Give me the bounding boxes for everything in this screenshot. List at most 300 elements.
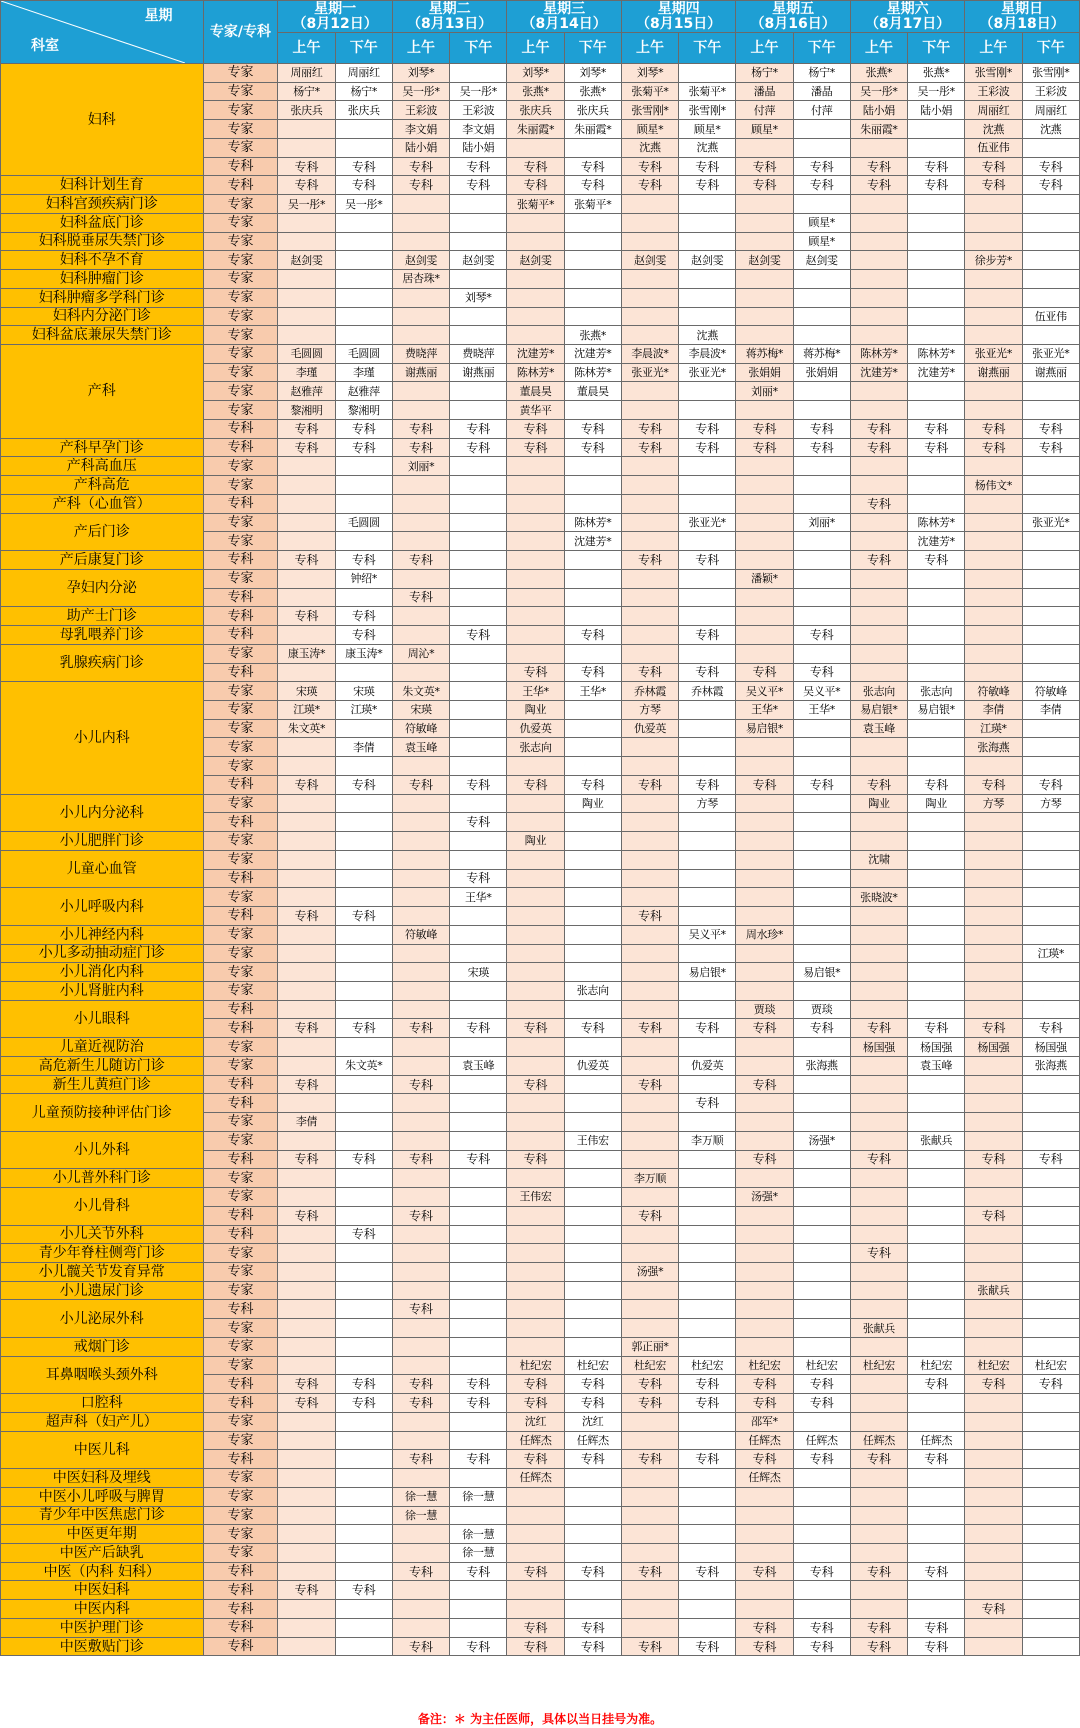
schedule-cell: 专科 bbox=[1022, 775, 1079, 794]
schedule-row bbox=[1, 1131, 1080, 1150]
schedule-cell bbox=[450, 401, 507, 420]
schedule-cell: 专科 bbox=[335, 1394, 392, 1413]
department-name: 小儿普外科门诊 bbox=[1, 1169, 204, 1188]
schedule-cell bbox=[965, 757, 1022, 776]
schedule-cell: 专科 bbox=[679, 1375, 736, 1394]
schedule-cell bbox=[850, 251, 907, 270]
schedule-cell: 杜纪宏 bbox=[793, 1356, 850, 1375]
schedule-cell: 专科 bbox=[335, 157, 392, 176]
schedule-cell bbox=[965, 1094, 1022, 1113]
clinic-type: 专家 bbox=[203, 401, 278, 420]
schedule-cell bbox=[850, 138, 907, 157]
schedule-cell bbox=[793, 382, 850, 401]
schedule-cell: 陈林芳* bbox=[564, 363, 621, 382]
schedule-cell bbox=[392, 1131, 449, 1150]
schedule-cell bbox=[621, 1094, 678, 1113]
schedule-cell bbox=[1022, 1506, 1079, 1525]
department-name: 中医妇科及埋线 bbox=[1, 1469, 204, 1488]
schedule-cell: 专科 bbox=[793, 1375, 850, 1394]
department-name: 妇科内分泌门诊 bbox=[1, 307, 204, 326]
schedule-cell bbox=[392, 1244, 449, 1263]
schedule-cell bbox=[793, 1206, 850, 1225]
schedule-cell: 张海燕 bbox=[965, 738, 1022, 757]
schedule-cell: 宋瑛 bbox=[278, 682, 335, 701]
schedule-cell bbox=[392, 869, 449, 888]
schedule-row bbox=[1, 1394, 1080, 1413]
schedule-cell: 专科 bbox=[278, 1375, 335, 1394]
schedule-cell bbox=[793, 1319, 850, 1338]
schedule-cell bbox=[507, 1056, 564, 1075]
day-header-mon bbox=[278, 1, 392, 33]
schedule-cell bbox=[793, 270, 850, 289]
schedule-cell bbox=[793, 1600, 850, 1619]
clinic-type: 专科 bbox=[203, 1375, 278, 1394]
schedule-cell bbox=[679, 588, 736, 607]
schedule-cell: 专科 bbox=[1022, 157, 1079, 176]
schedule-cell: 顾星* bbox=[679, 120, 736, 139]
schedule-cell: 专科 bbox=[278, 438, 335, 457]
schedule-cell bbox=[564, 907, 621, 926]
schedule-cell bbox=[450, 682, 507, 701]
schedule-cell: 专科 bbox=[965, 1150, 1022, 1169]
schedule-cell bbox=[278, 925, 335, 944]
clinic-type: 专科 bbox=[203, 626, 278, 645]
schedule-cell bbox=[507, 869, 564, 888]
schedule-cell bbox=[793, 551, 850, 570]
schedule-cell: 专科 bbox=[793, 1394, 850, 1413]
schedule-cell: 专科 bbox=[621, 438, 678, 457]
schedule-cell: 专科 bbox=[335, 1581, 392, 1600]
schedule-cell bbox=[450, 738, 507, 757]
schedule-cell bbox=[621, 1113, 678, 1132]
schedule-cell bbox=[564, 869, 621, 888]
schedule-cell: 毛圆圆 bbox=[335, 513, 392, 532]
clinic-type: 专家 bbox=[203, 532, 278, 551]
schedule-cell bbox=[793, 1412, 850, 1431]
date: （8月15日） bbox=[636, 15, 722, 32]
schedule-cell bbox=[793, 1469, 850, 1488]
schedule-cell bbox=[621, 1544, 678, 1563]
schedule-cell bbox=[850, 288, 907, 307]
schedule-cell bbox=[1022, 569, 1079, 588]
clinic-type: 专家 bbox=[203, 569, 278, 588]
schedule-cell bbox=[564, 138, 621, 157]
schedule-cell: 李文娟 bbox=[450, 120, 507, 139]
schedule-cell: 专科 bbox=[850, 1450, 907, 1469]
schedule-cell bbox=[793, 1281, 850, 1300]
schedule-cell: 沈啸 bbox=[850, 850, 907, 869]
schedule-cell bbox=[392, 1618, 449, 1637]
schedule-cell bbox=[1022, 457, 1079, 476]
schedule-cell: 陆小娟 bbox=[908, 101, 965, 120]
schedule-cell: 张亚光* bbox=[1022, 345, 1079, 364]
schedule-cell bbox=[1022, 738, 1079, 757]
clinic-type: 专科 bbox=[203, 176, 278, 195]
schedule-cell bbox=[1022, 1544, 1079, 1563]
schedule-cell bbox=[850, 1394, 907, 1413]
schedule-cell bbox=[965, 1618, 1022, 1637]
schedule-cell bbox=[908, 270, 965, 289]
schedule-cell bbox=[335, 1038, 392, 1057]
schedule-cell: 专科 bbox=[850, 176, 907, 195]
clinic-type: 专科 bbox=[203, 551, 278, 570]
clinic-type: 专家 bbox=[203, 1469, 278, 1488]
schedule-cell bbox=[450, 1094, 507, 1113]
schedule-cell: 专科 bbox=[1022, 419, 1079, 438]
schedule-cell bbox=[679, 232, 736, 251]
date: （8月16日） bbox=[750, 15, 836, 32]
schedule-cell: 专科 bbox=[679, 1637, 736, 1656]
schedule-cell bbox=[679, 1469, 736, 1488]
schedule-cell: 陶业 bbox=[850, 794, 907, 813]
schedule-cell bbox=[335, 1562, 392, 1581]
clinic-type: 专家 bbox=[203, 963, 278, 982]
schedule-cell bbox=[736, 588, 793, 607]
schedule-cell: 专科 bbox=[736, 1637, 793, 1656]
clinic-type: 专科 bbox=[203, 1394, 278, 1413]
clinic-type: 专科 bbox=[203, 1150, 278, 1169]
schedule-cell bbox=[278, 1562, 335, 1581]
schedule-cell: 李晨波* bbox=[679, 345, 736, 364]
schedule-cell bbox=[908, 588, 965, 607]
clinic-type: 专家 bbox=[203, 326, 278, 345]
schedule-cell bbox=[850, 1375, 907, 1394]
schedule-cell bbox=[507, 907, 564, 926]
schedule-cell bbox=[736, 944, 793, 963]
schedule-cell bbox=[908, 832, 965, 851]
schedule-cell bbox=[736, 270, 793, 289]
schedule-cell bbox=[392, 382, 449, 401]
schedule-cell bbox=[850, 869, 907, 888]
schedule-cell bbox=[736, 794, 793, 813]
schedule-cell: 专科 bbox=[965, 419, 1022, 438]
clinic-type: 专家 bbox=[203, 700, 278, 719]
schedule-cell: 专科 bbox=[908, 1450, 965, 1469]
schedule-cell bbox=[621, 1131, 678, 1150]
schedule-cell: 蒋苏梅* bbox=[736, 345, 793, 364]
schedule-cell bbox=[392, 1525, 449, 1544]
schedule-cell bbox=[621, 1600, 678, 1619]
schedule-cell bbox=[564, 757, 621, 776]
schedule-cell bbox=[450, 1506, 507, 1525]
schedule-cell bbox=[278, 1319, 335, 1338]
schedule-row bbox=[1, 944, 1080, 963]
schedule-cell bbox=[1022, 1169, 1079, 1188]
schedule-cell bbox=[450, 1113, 507, 1132]
schedule-cell: 专科 bbox=[679, 1562, 736, 1581]
schedule-row bbox=[1, 1525, 1080, 1544]
schedule-cell bbox=[965, 644, 1022, 663]
schedule-cell bbox=[335, 1431, 392, 1450]
clinic-type: 专家 bbox=[203, 1281, 278, 1300]
schedule-cell bbox=[908, 1581, 965, 1600]
schedule-cell bbox=[450, 1225, 507, 1244]
department-name: 妇科肿瘤门诊 bbox=[1, 270, 204, 289]
schedule-cell bbox=[335, 1000, 392, 1019]
clinic-type: 专科 bbox=[203, 1206, 278, 1225]
schedule-row bbox=[1, 1000, 1080, 1019]
schedule-cell: 专科 bbox=[965, 1206, 1022, 1225]
schedule-cell bbox=[908, 307, 965, 326]
schedule-cell bbox=[793, 120, 850, 139]
schedule-cell: 赵雅萍 bbox=[278, 382, 335, 401]
schedule-cell bbox=[736, 738, 793, 757]
schedule-cell bbox=[679, 457, 736, 476]
clinic-type: 专科 bbox=[203, 1019, 278, 1038]
schedule-cell bbox=[736, 813, 793, 832]
schedule-cell bbox=[850, 1075, 907, 1094]
schedule-cell bbox=[1022, 1469, 1079, 1488]
schedule-cell bbox=[850, 963, 907, 982]
schedule-cell bbox=[1022, 644, 1079, 663]
clinic-type: 专家 bbox=[203, 1131, 278, 1150]
schedule-row bbox=[1, 832, 1080, 851]
schedule-cell bbox=[278, 794, 335, 813]
schedule-cell bbox=[1022, 232, 1079, 251]
clinic-type: 专科 bbox=[203, 1618, 278, 1637]
schedule-cell: 刘丽* bbox=[793, 513, 850, 532]
schedule-cell bbox=[1022, 532, 1079, 551]
schedule-cell bbox=[278, 569, 335, 588]
schedule-row bbox=[1, 213, 1080, 232]
schedule-cell bbox=[850, 1469, 907, 1488]
schedule-cell bbox=[278, 326, 335, 345]
schedule-cell bbox=[965, 382, 1022, 401]
schedule-row bbox=[1, 251, 1080, 270]
schedule-cell bbox=[507, 494, 564, 513]
schedule-cell bbox=[1022, 1525, 1079, 1544]
schedule-cell bbox=[392, 232, 449, 251]
schedule-row bbox=[1, 1075, 1080, 1094]
clinic-type: 专家 bbox=[203, 1244, 278, 1263]
schedule-cell bbox=[1022, 382, 1079, 401]
schedule-cell bbox=[450, 644, 507, 663]
schedule-cell bbox=[564, 1281, 621, 1300]
schedule-cell bbox=[736, 1206, 793, 1225]
schedule-cell: 汤强* bbox=[793, 1131, 850, 1150]
schedule-cell: 专科 bbox=[392, 176, 449, 195]
schedule-cell bbox=[793, 850, 850, 869]
schedule-cell bbox=[278, 626, 335, 645]
clinic-type: 专科 bbox=[203, 1094, 278, 1113]
schedule-cell: 谢燕丽 bbox=[450, 363, 507, 382]
schedule-cell: 专科 bbox=[908, 1019, 965, 1038]
schedule-cell bbox=[564, 1263, 621, 1282]
weekday: 星期一 bbox=[314, 0, 357, 17]
schedule-cell bbox=[278, 1337, 335, 1356]
schedule-cell bbox=[392, 401, 449, 420]
schedule-cell: 袁玉峰 bbox=[392, 738, 449, 757]
schedule-cell: 沈红 bbox=[507, 1412, 564, 1431]
schedule-cell bbox=[850, 213, 907, 232]
schedule-cell bbox=[679, 1544, 736, 1563]
schedule-cell: 专科 bbox=[392, 1375, 449, 1394]
schedule-cell bbox=[450, 794, 507, 813]
schedule-cell bbox=[679, 382, 736, 401]
schedule-cell: 专科 bbox=[621, 1637, 678, 1656]
schedule-cell: 方琴 bbox=[1022, 794, 1079, 813]
schedule-cell bbox=[850, 626, 907, 645]
schedule-cell: 专科 bbox=[793, 1637, 850, 1656]
schedule-cell bbox=[392, 569, 449, 588]
schedule-cell: 任辉杰 bbox=[507, 1431, 564, 1450]
period-pm: 下午 bbox=[793, 33, 850, 64]
clinic-type: 专家 bbox=[203, 232, 278, 251]
schedule-cell bbox=[736, 1506, 793, 1525]
schedule-cell bbox=[965, 551, 1022, 570]
schedule-cell bbox=[564, 457, 621, 476]
schedule-cell bbox=[564, 1300, 621, 1319]
schedule-cell: 专科 bbox=[679, 775, 736, 794]
schedule-cell bbox=[507, 1600, 564, 1619]
schedule-cell bbox=[507, 944, 564, 963]
schedule-cell bbox=[1022, 1562, 1079, 1581]
schedule-cell: 陶业 bbox=[564, 794, 621, 813]
schedule-cell: 专科 bbox=[736, 1394, 793, 1413]
schedule-cell bbox=[850, 1056, 907, 1075]
schedule-cell bbox=[908, 457, 965, 476]
schedule-cell bbox=[965, 195, 1022, 214]
schedule-cell bbox=[1022, 551, 1079, 570]
clinic-type: 专科 bbox=[203, 1562, 278, 1581]
department-name: 儿童心血管 bbox=[1, 850, 204, 887]
schedule-cell bbox=[564, 569, 621, 588]
department-name: 产后康复门诊 bbox=[1, 551, 204, 570]
schedule-cell bbox=[564, 700, 621, 719]
schedule-cell: 汤强* bbox=[621, 1263, 678, 1282]
schedule-cell bbox=[679, 494, 736, 513]
schedule-cell: 江瑛* bbox=[1022, 944, 1079, 963]
schedule-cell bbox=[679, 1337, 736, 1356]
schedule-cell bbox=[507, 1131, 564, 1150]
schedule-cell bbox=[908, 644, 965, 663]
schedule-cell: 专科 bbox=[335, 1150, 392, 1169]
schedule-cell bbox=[793, 1263, 850, 1282]
schedule-cell bbox=[793, 888, 850, 907]
schedule-cell bbox=[335, 1206, 392, 1225]
schedule-cell bbox=[679, 64, 736, 83]
clinic-type: 专家 bbox=[203, 1487, 278, 1506]
schedule-cell bbox=[965, 607, 1022, 626]
schedule-row bbox=[1, 232, 1080, 251]
schedule-cell bbox=[278, 457, 335, 476]
schedule-cell bbox=[679, 757, 736, 776]
period-am: 上午 bbox=[507, 33, 564, 64]
schedule-cell: 李文娟 bbox=[392, 120, 449, 139]
schedule-cell bbox=[965, 457, 1022, 476]
schedule-cell bbox=[450, 1188, 507, 1207]
department-name: 小儿关节外科 bbox=[1, 1225, 204, 1244]
schedule-cell bbox=[564, 1581, 621, 1600]
schedule-cell: 专科 bbox=[679, 438, 736, 457]
schedule-cell bbox=[850, 326, 907, 345]
schedule-cell bbox=[1022, 1225, 1079, 1244]
schedule-cell: 王华* bbox=[450, 888, 507, 907]
schedule-cell bbox=[278, 1450, 335, 1469]
schedule-cell bbox=[850, 1412, 907, 1431]
schedule-cell bbox=[507, 1281, 564, 1300]
schedule-cell bbox=[850, 457, 907, 476]
clinic-type: 专家 bbox=[203, 195, 278, 214]
schedule-cell bbox=[278, 944, 335, 963]
schedule-cell bbox=[1022, 607, 1079, 626]
schedule-cell bbox=[908, 1000, 965, 1019]
schedule-cell bbox=[850, 907, 907, 926]
schedule-cell bbox=[679, 1263, 736, 1282]
schedule-cell bbox=[965, 981, 1022, 1000]
schedule-row bbox=[1, 925, 1080, 944]
schedule-cell: 专科 bbox=[621, 663, 678, 682]
schedule-cell bbox=[335, 1075, 392, 1094]
clinic-type: 专家 bbox=[203, 1038, 278, 1057]
schedule-row bbox=[1, 1337, 1080, 1356]
clinic-type: 专科 bbox=[203, 1000, 278, 1019]
schedule-cell bbox=[392, 607, 449, 626]
schedule-cell bbox=[392, 832, 449, 851]
schedule-cell bbox=[965, 869, 1022, 888]
schedule-cell bbox=[450, 757, 507, 776]
schedule-cell bbox=[1022, 869, 1079, 888]
schedule-cell: 专科 bbox=[736, 1019, 793, 1038]
schedule-cell: 张亚光* bbox=[1022, 513, 1079, 532]
schedule-cell bbox=[850, 195, 907, 214]
schedule-cell: 沈建芳* bbox=[908, 363, 965, 382]
schedule-cell: 付萍 bbox=[793, 101, 850, 120]
schedule-cell bbox=[392, 757, 449, 776]
schedule-cell bbox=[621, 869, 678, 888]
schedule-cell bbox=[736, 832, 793, 851]
schedule-cell: 专科 bbox=[850, 438, 907, 457]
schedule-cell bbox=[621, 1506, 678, 1525]
schedule-cell: 李倩 bbox=[335, 738, 392, 757]
schedule-row bbox=[1, 476, 1080, 495]
schedule-cell: 专科 bbox=[679, 419, 736, 438]
schedule-cell: 专科 bbox=[564, 1637, 621, 1656]
weekday: 星期二 bbox=[428, 0, 471, 17]
schedule-cell: 李倩 bbox=[965, 700, 1022, 719]
schedule-cell: 张菊平* bbox=[507, 195, 564, 214]
schedule-cell: 赵剑雯 bbox=[736, 251, 793, 270]
schedule-cell: 刘丽* bbox=[392, 457, 449, 476]
schedule-cell bbox=[1022, 213, 1079, 232]
schedule-row bbox=[1, 176, 1080, 195]
schedule-cell: 毛圆圆 bbox=[278, 345, 335, 364]
schedule-cell bbox=[850, 382, 907, 401]
schedule-cell: 专科 bbox=[507, 157, 564, 176]
schedule-cell: 专科 bbox=[736, 1075, 793, 1094]
clinic-type: 专家 bbox=[203, 138, 278, 157]
schedule-cell: 专科 bbox=[908, 438, 965, 457]
schedule-row bbox=[1, 1056, 1080, 1075]
schedule-cell bbox=[1022, 1431, 1079, 1450]
schedule-cell: 专科 bbox=[908, 775, 965, 794]
schedule-cell: 吴一彤* bbox=[278, 195, 335, 214]
clinic-type: 专科 bbox=[203, 869, 278, 888]
department-name: 中医小儿呼吸与脾胃 bbox=[1, 1487, 204, 1506]
clinic-type: 专家 bbox=[203, 832, 278, 851]
department-name: 妇科 bbox=[1, 64, 204, 176]
schedule-cell bbox=[621, 738, 678, 757]
schedule-cell bbox=[679, 569, 736, 588]
schedule-cell bbox=[1022, 270, 1079, 289]
schedule-cell bbox=[450, 907, 507, 926]
schedule-cell: 贾琰 bbox=[736, 1000, 793, 1019]
schedule-cell bbox=[335, 326, 392, 345]
schedule-cell bbox=[335, 1113, 392, 1132]
schedule-cell bbox=[679, 981, 736, 1000]
schedule-cell bbox=[621, 757, 678, 776]
header-row-days bbox=[1, 1, 1080, 33]
